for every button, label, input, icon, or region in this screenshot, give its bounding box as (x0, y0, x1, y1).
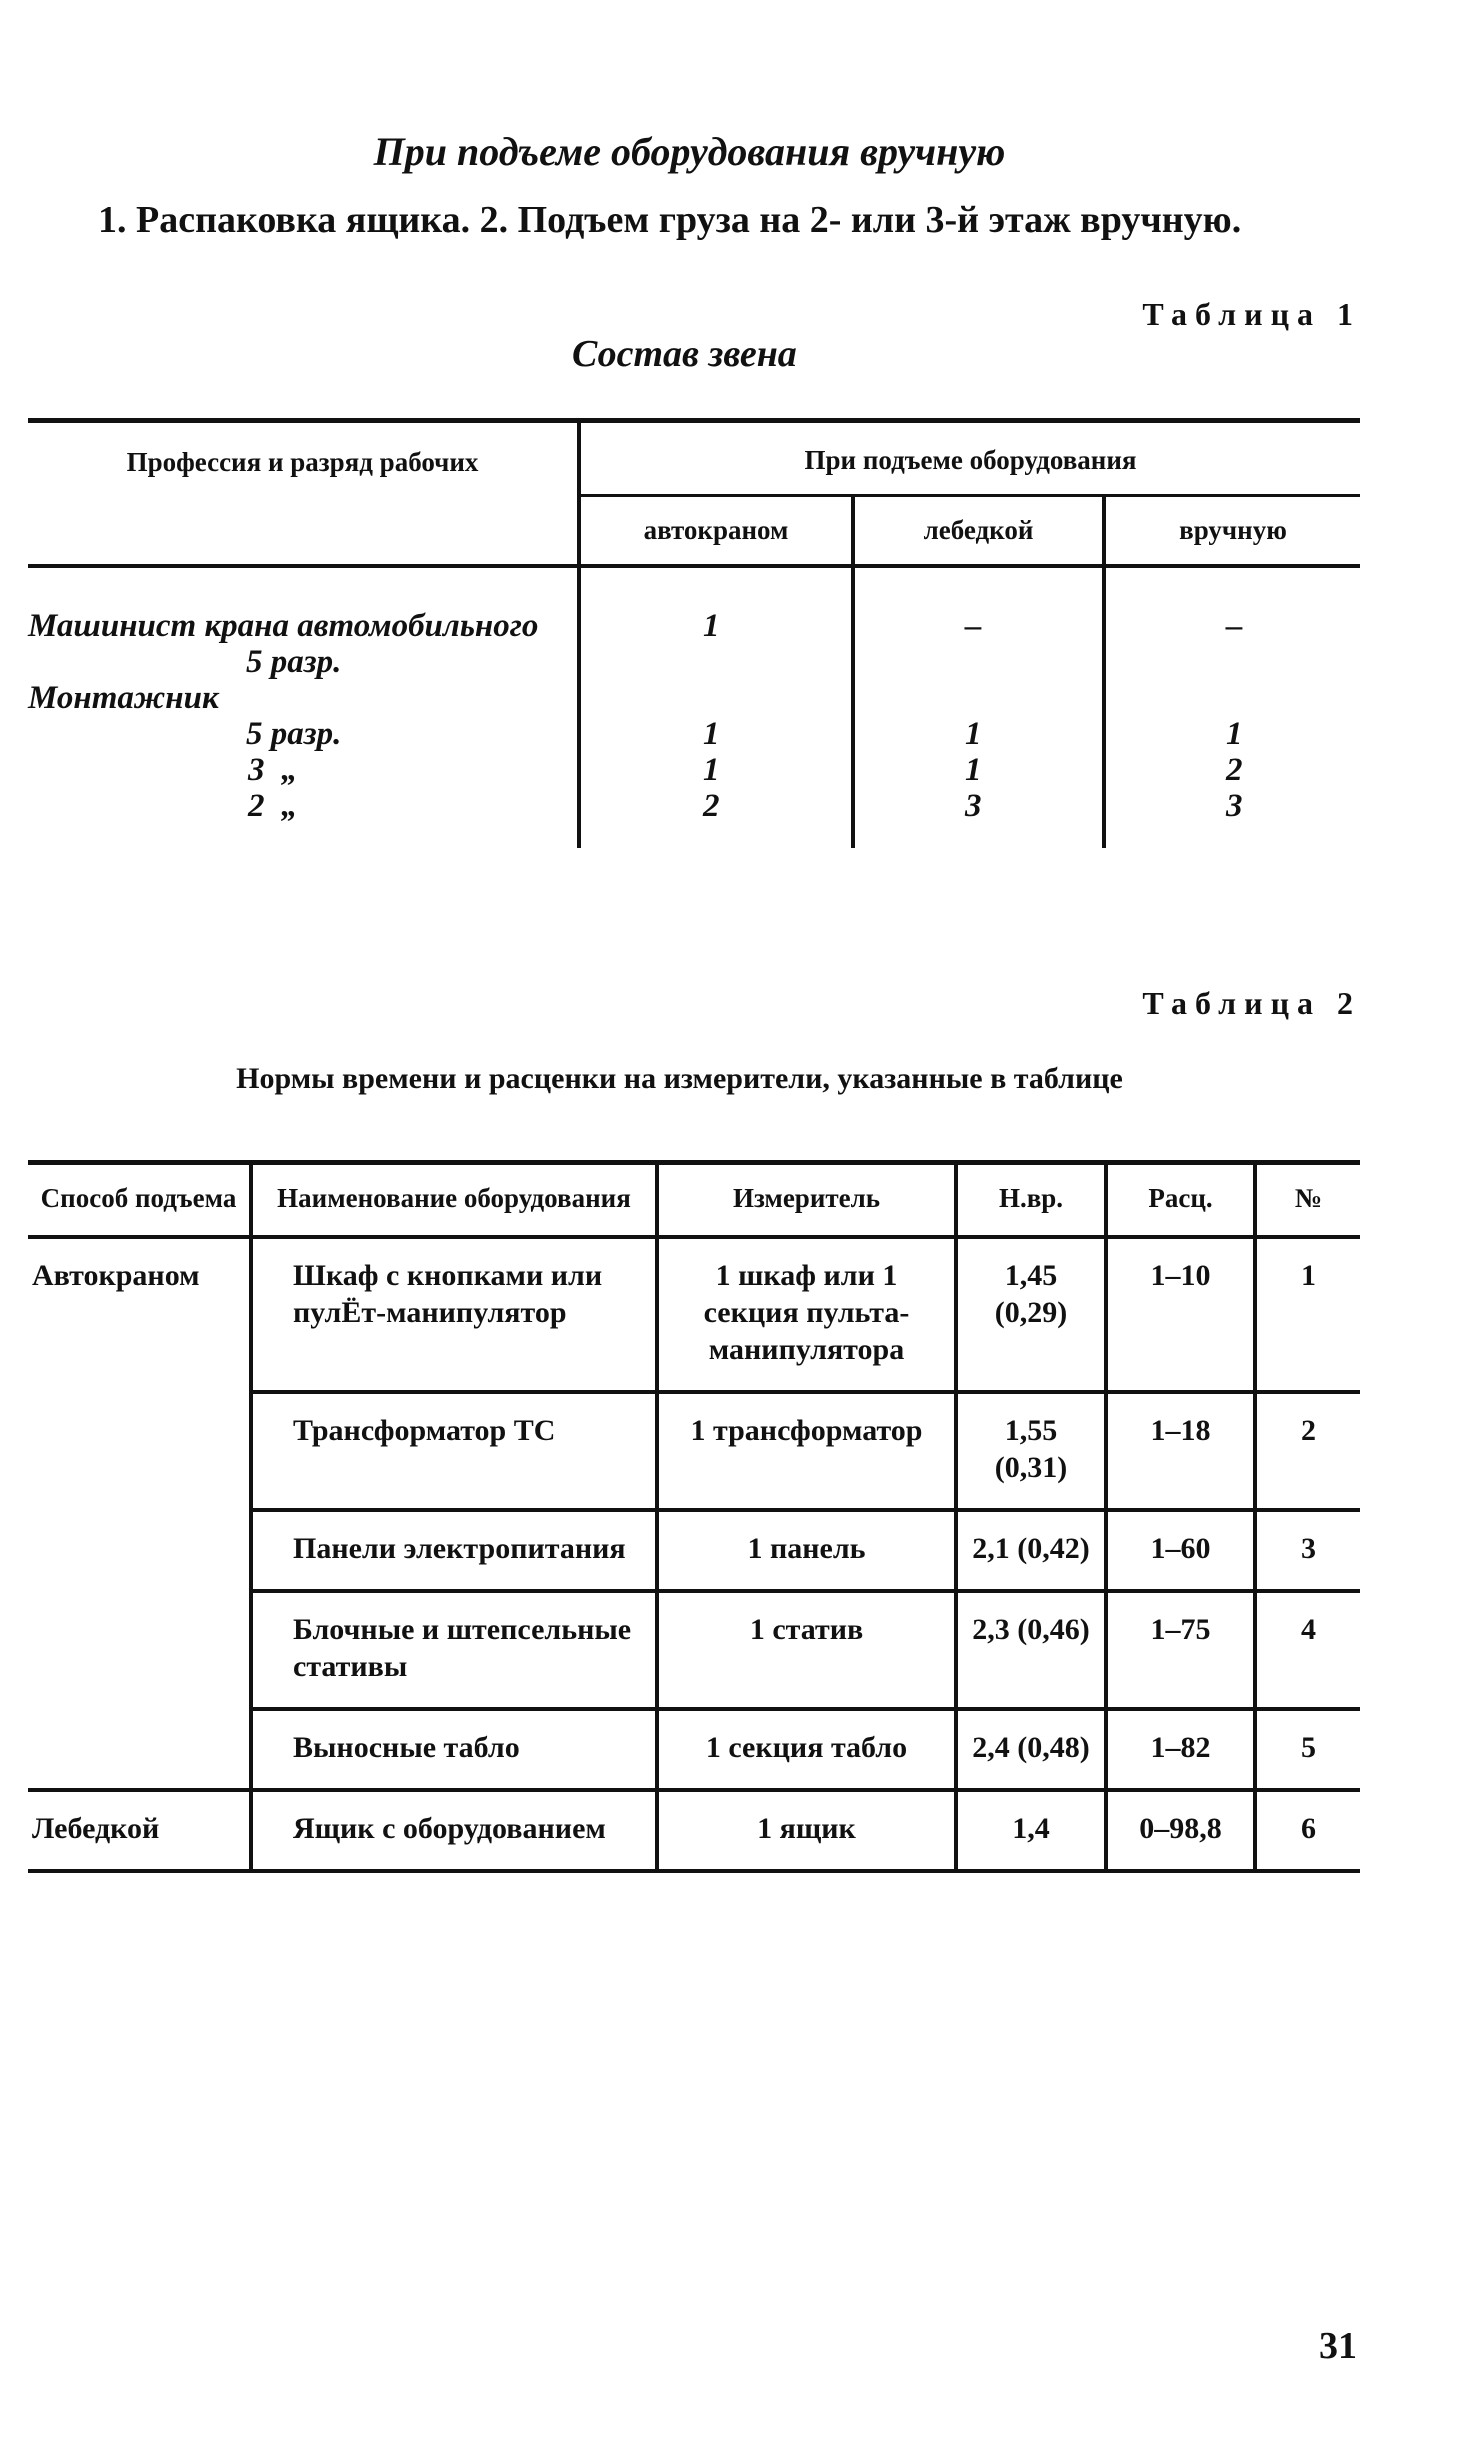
cell-time-norm: 1,4 (956, 1790, 1106, 1871)
cell-unit: 1 панель (657, 1510, 956, 1591)
table-row (28, 716, 1360, 752)
cell-value: 3 (1226, 788, 1243, 824)
header-manual: вручную (1104, 496, 1360, 567)
table-row (28, 1790, 1360, 1871)
cell-number: 5 (1255, 1709, 1360, 1790)
cell-value (1104, 644, 1360, 680)
crew-table (28, 418, 1360, 848)
cell-time-norm: 1,55 (0,31) (956, 1392, 1106, 1510)
cell-equipment: Трансформатор ТС (251, 1392, 657, 1510)
cell-equipment: Шкаф с кнопками или пулЁт-манипулятор (251, 1237, 657, 1392)
cell-value: 1 (579, 608, 853, 644)
table-row (28, 608, 1360, 644)
cell-method: Автокраном (28, 1237, 251, 1790)
cell-number: 1 (1255, 1237, 1360, 1392)
cell-rate: 0–98,8 (1106, 1790, 1255, 1871)
table2-label: Таблица 2 (1142, 985, 1361, 1021)
cell-equipment: Панели электропитания (251, 1510, 657, 1591)
table1-label: Таблица 1 (1142, 296, 1361, 332)
cell-number: 6 (1255, 1790, 1360, 1871)
cell-value: – (853, 608, 1104, 644)
header-equipment: Наименование оборудования (251, 1163, 657, 1238)
table-row (28, 1237, 1360, 1392)
header-lift-group: При подъеме оборудования (579, 421, 1360, 496)
cell-number: 3 (1255, 1510, 1360, 1591)
cell-number: 4 (1255, 1591, 1360, 1709)
intro-text: 1. Распаковка ящика. 2. Подъем груза на 2- или 3-й этаж вручную. (98, 199, 1242, 241)
cell-value (579, 644, 853, 680)
header-truck-crane: автокраном (579, 496, 853, 567)
row-label: 5 разр. (28, 644, 579, 680)
table2-title: Нормы времени и расценки на измерители, указанные в таблице (236, 1062, 1123, 1095)
cell-value: – (1226, 608, 1243, 644)
page-number: 31 (1319, 2325, 1357, 2367)
cell-equipment: Блочные и штепсельные стативы (251, 1591, 657, 1709)
cell-value: 2 (579, 788, 853, 824)
cell-value: 1 (1226, 716, 1243, 752)
table-row (28, 644, 1360, 680)
cell-rate: 1–60 (1106, 1510, 1255, 1591)
cell-value (853, 680, 1104, 716)
row-label: 5 разр. (28, 716, 579, 752)
cell-value: 1 (853, 716, 1104, 752)
cell-method: Лебедкой (28, 1790, 251, 1871)
table1-title: Состав звена (572, 333, 797, 375)
cell-value: 2 (1226, 752, 1243, 788)
cell-unit: 1 статив (657, 1591, 956, 1709)
header-unit: Измеритель (657, 1163, 956, 1238)
cell-value: 1 (579, 716, 853, 752)
cell-rate: 1–10 (1106, 1237, 1255, 1392)
header-number: № (1255, 1163, 1360, 1238)
cell-time-norm: 2,1 (0,42) (956, 1510, 1106, 1591)
header-winch: лебедкой (853, 496, 1104, 567)
section-heading: При подъеме оборудования вручную (373, 129, 1006, 174)
row-label: Машинист крана автомобильного (28, 608, 579, 644)
header-method: Способ подъема (28, 1163, 251, 1238)
norms-table (28, 1160, 1360, 1873)
cell-unit: 1 секция табло (657, 1709, 956, 1790)
cell-rate: 1–82 (1106, 1709, 1255, 1790)
row-label: 2 „ (28, 788, 579, 824)
cell-unit: 1 шкаф или 1 секция пульта-манипулятора (657, 1237, 956, 1392)
cell-value: 1 (579, 752, 853, 788)
cell-equipment: Ящик с оборудованием (251, 1790, 657, 1871)
cell-value (1104, 680, 1360, 716)
table-row (28, 788, 1360, 824)
cell-value: 3 (853, 788, 1104, 824)
cell-value (579, 680, 853, 716)
header-rate: Расц. (1106, 1163, 1255, 1238)
cell-time-norm: 2,4 (0,48) (956, 1709, 1106, 1790)
cell-number: 2 (1255, 1392, 1360, 1510)
cell-value (853, 644, 1104, 680)
cell-time-norm: 1,45 (0,29) (956, 1237, 1106, 1392)
header-profession: Профессия и разряд рабочих (28, 421, 579, 567)
cell-value: 1 (853, 752, 1104, 788)
row-label: 3 „ (28, 752, 579, 788)
cell-unit: 1 трансформатор (657, 1392, 956, 1510)
table-row (28, 752, 1360, 788)
cell-time-norm: 2,3 (0,46) (956, 1591, 1106, 1709)
table-row (28, 680, 1360, 716)
cell-rate: 1–75 (1106, 1591, 1255, 1709)
row-label: Монтажник (28, 680, 579, 716)
cell-equipment: Выносные табло (251, 1709, 657, 1790)
cell-unit: 1 ящик (657, 1790, 956, 1871)
header-time-norm: Н.вр. (956, 1163, 1106, 1238)
cell-rate: 1–18 (1106, 1392, 1255, 1510)
